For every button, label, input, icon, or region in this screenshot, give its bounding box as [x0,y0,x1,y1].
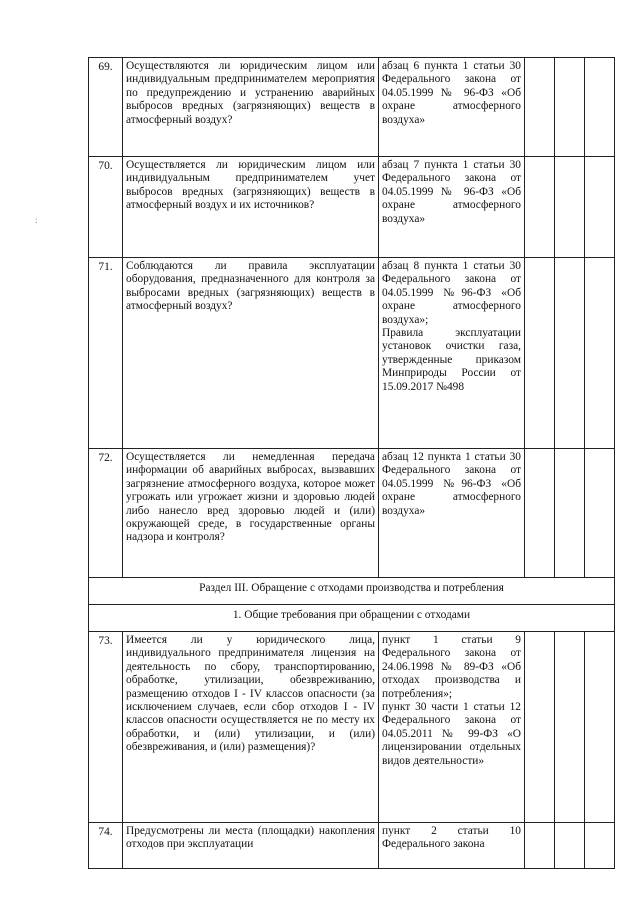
row-number: 73. [89,632,123,823]
answer-yes-cell [525,823,555,869]
answer-yes-cell [525,58,555,157]
row-reference: абзац 12 пункта 1 статьи 30 Федерального закона от 04.05.1999 №96-ФЗ «Об охране атмосферного воздуха» [379,449,525,578]
answer-na-cell [585,632,615,823]
row-reference: пункт 2 статьи 10 Федерального закона [379,823,525,869]
row-number: 72. [89,449,123,578]
answer-no-cell [555,632,585,823]
checklist-table [88,57,615,869]
row-question: Имеется ли у юридического лица, индивидуального предпринимателя лицензия на деятельность по сбору, транспортированию, обработке, утилизации, обезвреживанию, размещению отходов I - IV классов опасности (за исключением случаев, если сбор отходов I - IV классов опасности осуществляется не по месту их обработки, и (или) утилизации, и (или) обезвреживания, и (или) размещения)? [123,632,379,823]
answer-no-cell [555,823,585,869]
row-question: Осуществляются ли юридическим лицом или индивидуальным предпринимателем мероприятия по предупреждению и устранению аварийных выбросов вредных (загрязняющих) веществ в атмосферный воздух? [123,58,379,157]
answer-no-cell [555,157,585,258]
row-reference: абзац 8 пункта 1 статьи 30 Федерального закона от 04.05.1999 №96-ФЗ «Об охране атмосферного воздуха»; Правила эксплуатации установок очистки газа, утвержденные приказом Минприроды России от 15.09.2017 №498 [379,258,525,449]
row-number: 74. [89,823,123,869]
answer-yes-cell [525,258,555,449]
answer-no-cell [555,258,585,449]
answer-yes-cell [525,632,555,823]
subsection-title: 1. Общие требования при обращении с отходами [89,605,615,632]
row-reference: абзац 7 пункта 1 статьи 30 Федерального закона от 04.05.1999 № 96-ФЗ «Об охране атмосферного воздуха» [379,157,525,258]
row-number: 70. [89,157,123,258]
table-row [89,632,615,823]
row-number: 69. [89,58,123,157]
table-row [89,823,615,869]
table-row [89,157,615,258]
row-question: Осуществляется ли немедленная передача информации об аварийных выбросах, вызвавших загрязнение атмосферного воздуха, которое может угрожать или угрожает жизни и здоровью людей либо нанесло вред здоровью людей и (или) окружающей среде, в государственные органы надзора и контроля? [123,449,379,578]
margin-mark: : [35,215,38,225]
table-row [89,258,615,449]
answer-yes-cell [525,157,555,258]
row-reference: пункт 1 статьи 9 Федерального закона от 24.06.1998 № 89-ФЗ «Об отходах производства и потребления»; пункт 30 части 1 статьи 12 Федерального закона от 04.05.2011 № 99-ФЗ «О лицензировании отдельных видов деятельности» [379,632,525,823]
answer-na-cell [585,58,615,157]
answer-na-cell [585,157,615,258]
answer-na-cell [585,258,615,449]
answer-na-cell [585,449,615,578]
row-question: Соблюдаются ли правила эксплуатации оборудования, предназначенного для контроля за выбросами вредных (загрязняющих) веществ в атмосферный воздух? [123,258,379,449]
answer-yes-cell [525,449,555,578]
answer-no-cell [555,449,585,578]
row-question: Предусмотрены ли места (площадки) накопления отходов при эксплуатации [123,823,379,869]
answer-na-cell [585,823,615,869]
table-row [89,58,615,157]
row-question: Осуществляется ли юридическим лицом или индивидуальным предпринимателем учет выбросов вредных (загрязняющих) веществ в атмосферный воздух и их источников? [123,157,379,258]
row-number: 71. [89,258,123,449]
section-row [89,578,615,605]
subsection-row [89,605,615,632]
section-title: Раздел III. Обращение с отходами производства и потребления [89,578,615,605]
table-row [89,449,615,578]
answer-no-cell [555,58,585,157]
row-reference: абзац 6 пункта 1 статьи 30 Федерального закона от 04.05.1999 № 96-ФЗ «Об охране атмосферного воздуха» [379,58,525,157]
